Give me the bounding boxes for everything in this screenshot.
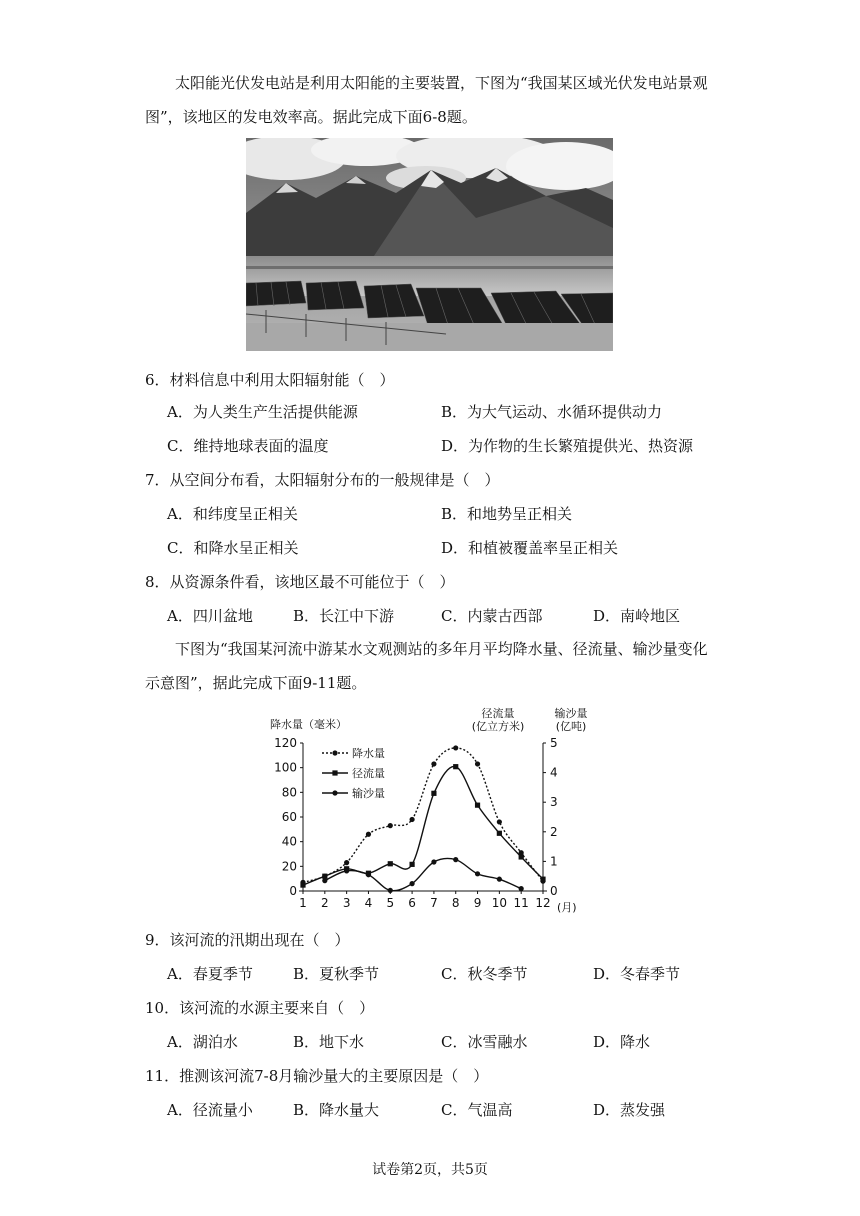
question-11-option-d: D．蒸发强 xyxy=(593,1101,666,1119)
question-10-option-b: B．地下水 xyxy=(293,1033,365,1051)
question-8-option-a: A．四川盆地 xyxy=(167,607,253,625)
data-point-2 xyxy=(475,803,480,808)
x-tick-label: 2 xyxy=(320,896,329,910)
right-axis-label-runoff-unit: (亿立方米) xyxy=(471,720,525,733)
solar-station-photo xyxy=(246,138,613,351)
question-9-option-d: D．冬春季节 xyxy=(593,965,681,983)
question-9-option-c: C．秋冬季节 xyxy=(441,965,528,983)
data-point-3 xyxy=(453,857,458,862)
question-10-option-a: A．湖泊水 xyxy=(167,1033,238,1051)
question-8-stem: 8．从资源条件看，该地区最不可能位于（ ） xyxy=(145,573,455,591)
question-6-option-b: B．为大气运动、水循环提供动力 xyxy=(441,403,663,421)
intro-paragraph-2: 下图为“我国某河流中游某水文观测站的多年月平均降水量、径流量、输沙量变化示意图”，据此完成下面9-11题。 xyxy=(145,640,708,692)
legend-marker xyxy=(332,770,337,775)
series-line-2 xyxy=(303,766,543,885)
question-10-stem: 10．该河流的水源主要来自（ ） xyxy=(145,999,375,1017)
left-tick-label: 60 xyxy=(281,810,297,824)
intro-paragraph-1: 太阳能光伏发电站是利用太阳能的主要装置，下图为“我国某区域光伏发电站景观图”，该地区的发电效率高。据此完成下面6-8题。 xyxy=(145,74,708,126)
x-tick-label: 7 xyxy=(430,896,438,910)
right-tick-label: 2 xyxy=(550,824,558,839)
question-11-option-c: C．气温高 xyxy=(441,1101,513,1119)
data-point-1 xyxy=(344,860,349,865)
data-point-1 xyxy=(409,817,414,822)
question-9-option-a: A．春夏季节 xyxy=(167,965,253,983)
data-point-1 xyxy=(366,832,371,837)
question-6-stem: 6．材料信息中利用太阳辐射能（ ） xyxy=(145,371,395,389)
legend-marker xyxy=(332,750,337,755)
question-9-option-b: B．夏秋季节 xyxy=(293,965,380,983)
question-8-option-c: C．内蒙古西部 xyxy=(441,607,543,625)
data-point-2 xyxy=(409,862,414,867)
x-tick-label: 8 xyxy=(451,896,460,910)
data-point-3 xyxy=(431,859,436,864)
data-point-1 xyxy=(453,745,458,750)
page-footer: 试卷第2页，共5页 xyxy=(372,1162,488,1178)
data-point-3 xyxy=(497,877,502,882)
question-6-option-c: C．维持地球表面的温度 xyxy=(167,437,329,455)
right-axis-label-runoff: 径流量 xyxy=(481,707,515,720)
right-tick-label: 5 xyxy=(550,736,558,750)
data-point-2 xyxy=(453,764,458,769)
data-point-2 xyxy=(431,791,436,796)
question-8-option-d: D．南岭地区 xyxy=(593,607,681,625)
question-8-option-b: B．长江中下游 xyxy=(293,607,395,625)
right-axis-label-sediment-unit: (亿吨) xyxy=(555,720,587,733)
left-tick-label: 100 xyxy=(274,760,297,775)
question-7-stem: 7．从空间分布看，太阳辐射分布的一般规律是（ ） xyxy=(145,471,500,489)
data-point-2 xyxy=(497,831,502,836)
x-tick-label: 5 xyxy=(386,896,395,910)
right-tick-label: 4 xyxy=(550,765,558,780)
data-point-2 xyxy=(322,874,327,879)
x-axis-unit: (月) xyxy=(557,901,577,914)
left-tick-label: 80 xyxy=(281,785,297,800)
left-tick-label: 120 xyxy=(274,736,297,750)
data-point-3 xyxy=(322,878,327,883)
data-point-3 xyxy=(519,886,524,891)
data-point-1 xyxy=(497,819,502,824)
data-point-3 xyxy=(409,881,414,886)
data-point-3 xyxy=(366,872,371,877)
question-7-option-a: A．和纬度呈正相关 xyxy=(167,505,298,523)
x-tick-label: 3 xyxy=(342,896,351,910)
right-tick-label: 1 xyxy=(550,854,558,869)
data-point-1 xyxy=(388,823,393,828)
data-point-1 xyxy=(475,761,480,766)
left-tick-label: 0 xyxy=(289,884,297,898)
question-11-option-a: A．径流量小 xyxy=(167,1101,253,1119)
legend-label: 输沙量 xyxy=(352,787,385,800)
left-tick-label: 40 xyxy=(281,834,297,849)
question-10-option-c: C．冰雪融水 xyxy=(441,1033,528,1051)
data-point-3 xyxy=(388,888,393,893)
x-tick-label: 11 xyxy=(513,896,529,910)
x-tick-label: 4 xyxy=(364,896,373,910)
question-7-option-d: D．和植被覆盖率呈正相关 xyxy=(441,539,619,557)
question-7-option-b: B．和地势呈正相关 xyxy=(441,505,573,523)
data-point-2 xyxy=(300,882,305,887)
question-11-option-b: B．降水量大 xyxy=(293,1101,380,1119)
question-10-option-d: D．降水 xyxy=(593,1033,651,1051)
data-point-2 xyxy=(540,877,545,882)
left-tick-label: 20 xyxy=(281,859,297,874)
question-6-option-d: D．为作物的生长繁殖提供光、热资源 xyxy=(441,437,694,455)
data-point-3 xyxy=(475,871,480,876)
x-tick-label: 6 xyxy=(408,896,416,910)
right-axis-label-sediment: 输沙量 xyxy=(554,707,588,720)
left-axis-label: 降水量（毫米） xyxy=(270,718,347,731)
question-7-option-c: C．和降水呈正相关 xyxy=(167,539,299,557)
x-tick-label: 10 xyxy=(491,896,508,910)
x-tick-label: 1 xyxy=(299,896,307,910)
data-point-1 xyxy=(431,761,436,766)
series-line-1 xyxy=(303,748,543,882)
question-9-stem: 9．该河流的汛期出现在（ ） xyxy=(145,931,350,949)
data-point-2 xyxy=(519,854,524,859)
right-tick-label: 0 xyxy=(550,884,558,898)
x-tick-label: 9 xyxy=(473,896,482,910)
hydrology-chart xyxy=(260,700,600,920)
question-11-stem: 11．推测该河流7-8月输沙量大的主要原因是（ ） xyxy=(145,1067,489,1085)
question-6-option-a: A．为人类生产生活提供能源 xyxy=(167,403,358,421)
series-line-3 xyxy=(325,858,521,890)
legend-label: 径流量 xyxy=(352,767,385,780)
data-point-2 xyxy=(388,861,393,866)
right-tick-label: 3 xyxy=(550,795,558,810)
data-point-3 xyxy=(344,868,349,873)
legend-label: 降水量 xyxy=(352,747,385,760)
x-tick-label: 12 xyxy=(535,896,551,910)
legend-marker xyxy=(332,790,337,795)
